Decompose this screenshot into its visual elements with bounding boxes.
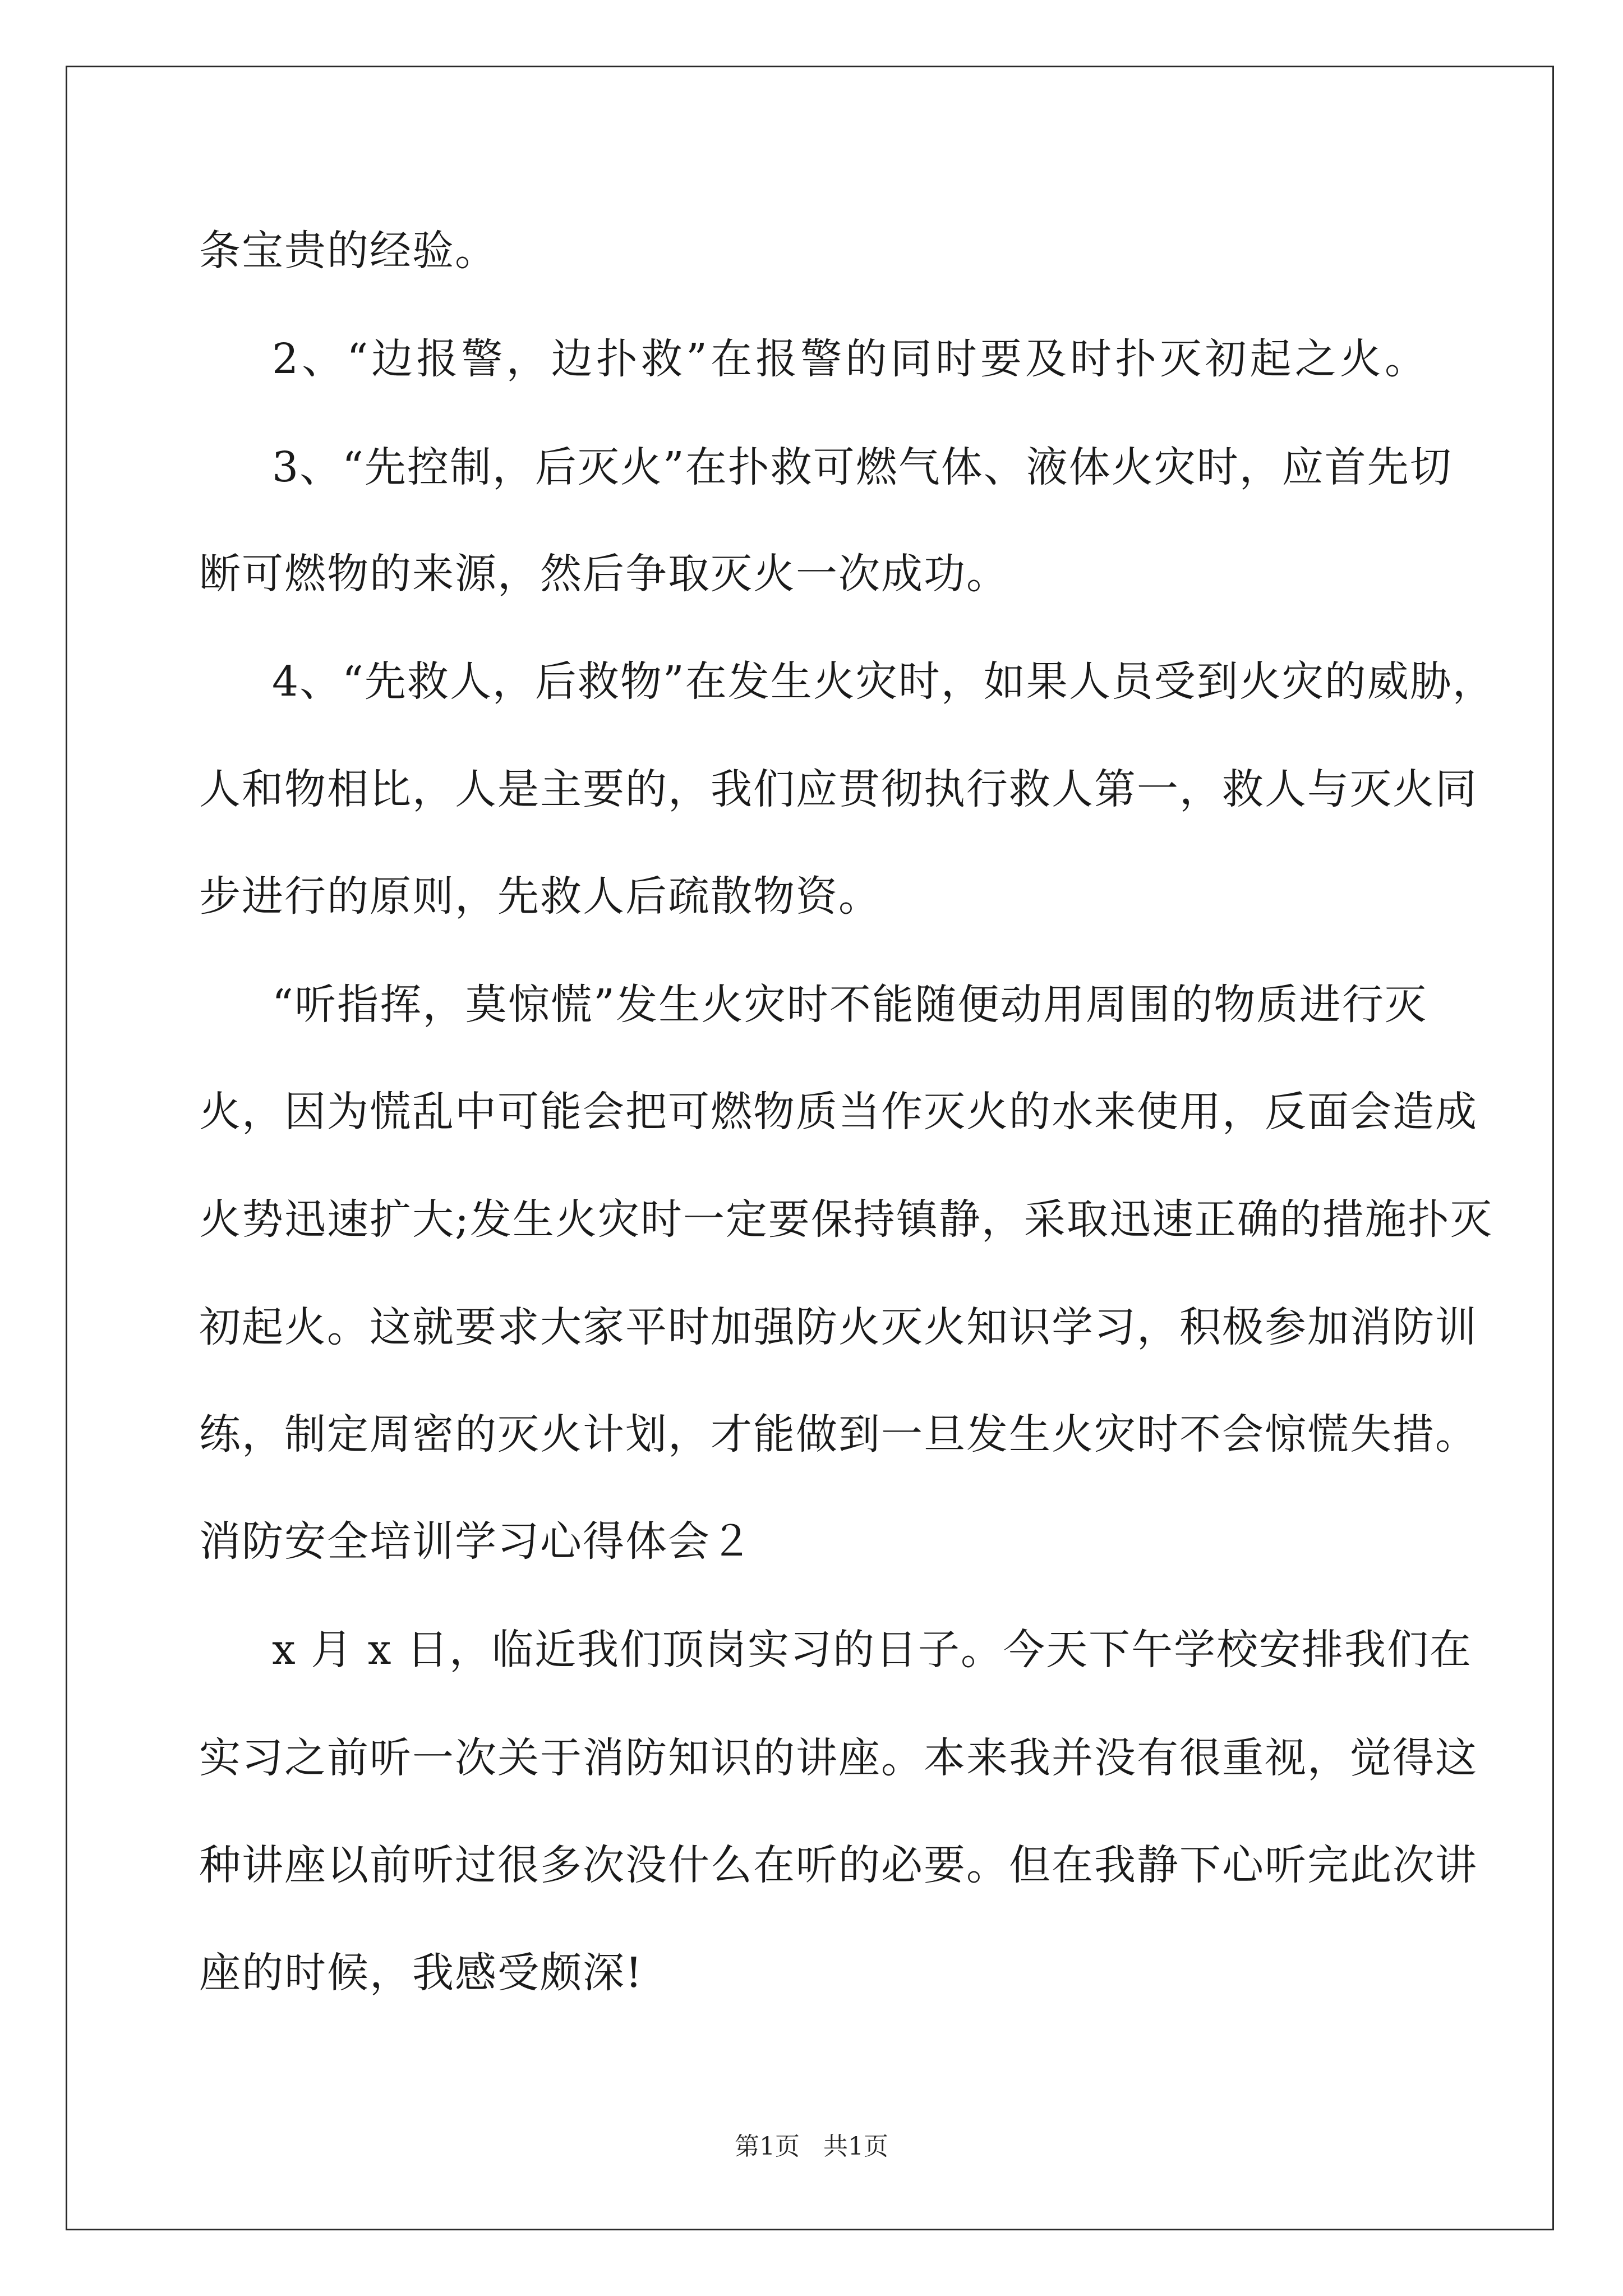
paragraph-line: 人和物相比，人是主要的，我们应贯彻执行救人第一，救人与灭火同 [199,765,1478,813]
paragraph-line: 火势迅速扩大;发生火灾时一定要保持镇静，采取迅速正确的措施扑灭 [199,1195,1493,1244]
paragraph-line: 3、“先控制，后灭火”在扑救可燃气体、液体火灾时，应首先切 [272,443,1453,491]
page-border [66,66,1554,2230]
paragraph-line: 步进行的原则，先救人后疏散物资。 [199,872,881,921]
paragraph-line: x 月 x 日，临近我们顶岗实习的日子。今天下午学校安排我们在 [272,1626,1473,1674]
paragraph-line: 火，因为慌乱中可能会把可燃物质当作灭火的水来使用，反面会造成 [199,1088,1478,1136]
paragraph-line: 实习之前听一次关于消防知识的讲座。本来我并没有很重视，觉得这 [199,1734,1478,1782]
paragraph-line: 4、“先救人，后救物”在发生火灾时，如果人员受到火灾的威胁， [272,657,1495,706]
paragraph-line: 断可燃物的来源，然后争取灭火一次成功。 [199,550,1009,598]
paragraph-line: 条宝贵的经验。 [199,227,497,275]
paragraph-line: 2、“边报警，边扑救”在报警的同时要及时扑灭初起之火。 [272,335,1427,383]
paragraph-line: 初起火。这就要求大家平时加强防火灭火知识学习，积极参加消防训 [199,1303,1478,1351]
page-number-footer: 第1页 共1页 [735,2132,888,2161]
paragraph-line: 种讲座以前听过很多次没什么在听的必要。但在我静下心听完此次讲 [199,1841,1478,1889]
section-heading: 消防安全培训学习心得体会２ [199,1517,753,1566]
paragraph-line: “听指挥，莫惊慌”发生火灾时不能随便动用周围的物质进行灭 [272,981,1427,1029]
paragraph-line: 座的时候，我感受颇深! [199,1949,643,1997]
paragraph-line: 练，制定周密的灭火计划，才能做到一旦发生火灾时不会惊慌失措。 [199,1410,1478,1458]
